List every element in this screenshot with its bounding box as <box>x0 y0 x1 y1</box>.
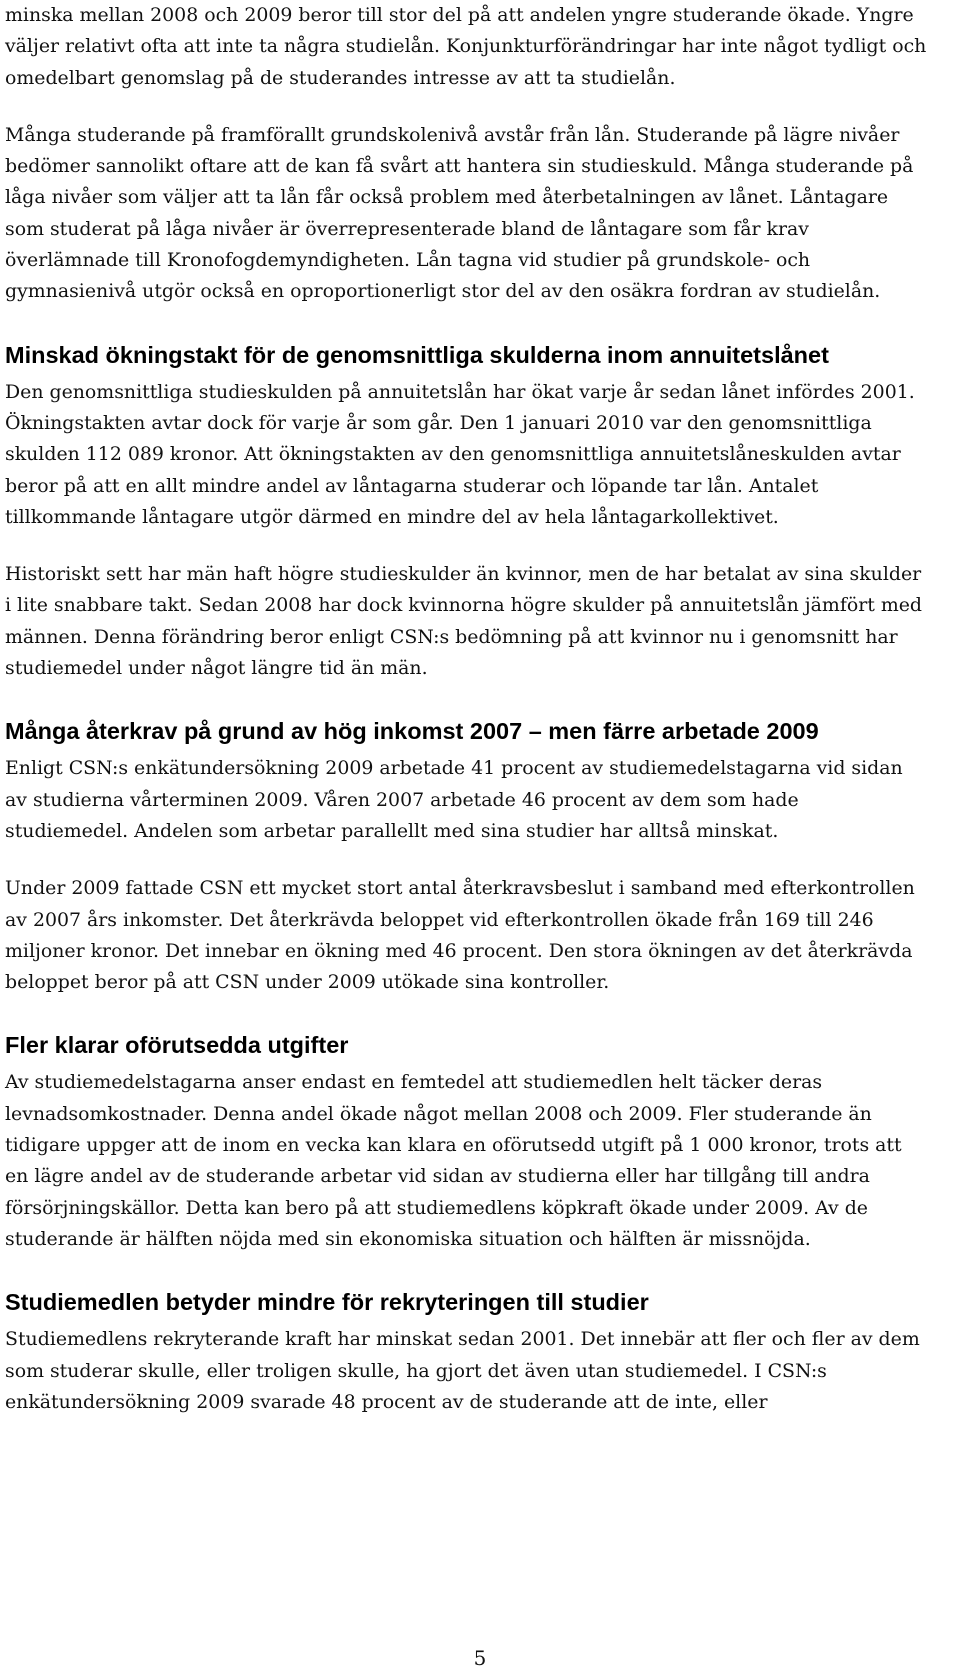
paragraph-unexpected-expenses-1: Av studiemedelstagarna anser endast en femtedel att studiemedlen helt täcker deras levnadsomkostnader. Denna andel ökade något mellan 2008 och 2009. Fler studerande än tidigare uppger att de inom en vecka kan klara en oförutsedd utgift på 1 000 kronor, trots att en lägre andel av de studerande arbetar vid sidan av studierna eller har tillgång till andra försörjningskällor. Detta kan bero på att studiemedlens köpkraft ökade under 2009. Av de studerande är hälften nöjda med sin ekonomiska situation och hälften är missnöjda. <box>5 1071 902 1250</box>
section-heading-debt-growth: Minskad ökningstakt för de genomsnittliga skulderna inom annuitetslånet <box>5 341 829 368</box>
section-heading-recruitment: Studiemedlen betyder mindre för rekryteringen till studier <box>5 1289 649 1316</box>
paragraph-intro-1: minska mellan 2008 och 2009 beror till stor del på att andelen yngre studerande ökade. Yngre väljer relativt ofta att inte ta några studielån. Konjunkturförändringar har inte något tydligt och omedelbart genomslag på de studerandes intresse av att ta studielån. <box>5 4 927 89</box>
section-heading-unexpected-expenses: Fler klarar oförutsedda utgifter <box>5 1032 349 1059</box>
paragraph-intro-2: Många studerande på framförallt grundskolenivå avstår från lån. Studerande på lägre nivåer bedömer sannolikt oftare att de kan få svårt att hantera sin studieskuld. Många studerande på låga nivåer som väljer att ta lån får också problem med återbetalningen av lånet. Låntagare som studerat på låga nivåer är överrepresenterade bland de låntagare som får krav överlämnade till Kronofogdemyndigheten. Lån tagna vid studier på grundskole- och gymnasienivå utgör också en oproportionerligt stor del av den osäkra fordran av studielån. <box>5 123 914 303</box>
paragraph-repayment-claims-2: Under 2009 fattade CSN ett mycket stort antal återkravsbeslut i samband med efterkontrollen av 2007 års inkomster. Det återkrävda beloppet vid efterkontrollen ökade från 169 till 246 miljoner kronor. Det innebar en ökning med 46 procent. Den stora ökningen av det återkrävda beloppet beror på att CSN under 2009 utökade sina kontroller. <box>5 877 915 994</box>
document-page <box>5 0 927 1418</box>
paragraph-repayment-claims-1: Enligt CSN:s enkätundersökning 2009 arbetade 41 procent av studiemedelstagarna vid sidan av studierna vårterminen 2009. Våren 2007 arbetade 46 procent av dem som hade studiemedel. Andelen som arbetar parallellt med sina studier har alltså minskat. <box>5 757 903 842</box>
paragraph-debt-growth-1: Den genomsnittliga studieskulden på annuitetslån har ökat varje år sedan lånet infördes 2001. Ökningstakten avtar dock för varje år som går. Den 1 januari 2010 var den genomsnittliga skulden 112 089 kronor. Att ökningstakten av den genomsnittliga annuitetslåneskulden avtar beror på att en allt mindre andel av låntagarna studerar och löpande tar lån. Antalet tillkommande låntagare utgör därmed en mindre del av hela låntagarkollektivet. <box>5 380 915 528</box>
section-heading-repayment-claims: Många återkrav på grund av hög inkomst 2007 – men färre arbetade 2009 <box>5 718 819 745</box>
page-number: 5 <box>473 1646 487 1670</box>
paragraph-debt-growth-2: Historiskt sett har män haft högre studieskulder än kvinnor, men de har betalat av sina skulder i lite snabbare takt. Sedan 2008 har dock kvinnorna högre skulder på annuitetslån jämfört med männen. Denna förändring beror enligt CSN:s bedömning på att kvinnor nu i genomsnitt har studiemedel under något längre tid än män. <box>5 563 923 680</box>
paragraph-recruitment-1: Studiemedlens rekryterande kraft har minskat sedan 2001. Det innebär att fler och fler av dem som studerar skulle, eller troligen skulle, ha gjort det även utan studiemedel. I CSN:s enkätundersökning 2009 svarade 48 procent av de studerande att de inte, eller <box>5 1328 920 1413</box>
